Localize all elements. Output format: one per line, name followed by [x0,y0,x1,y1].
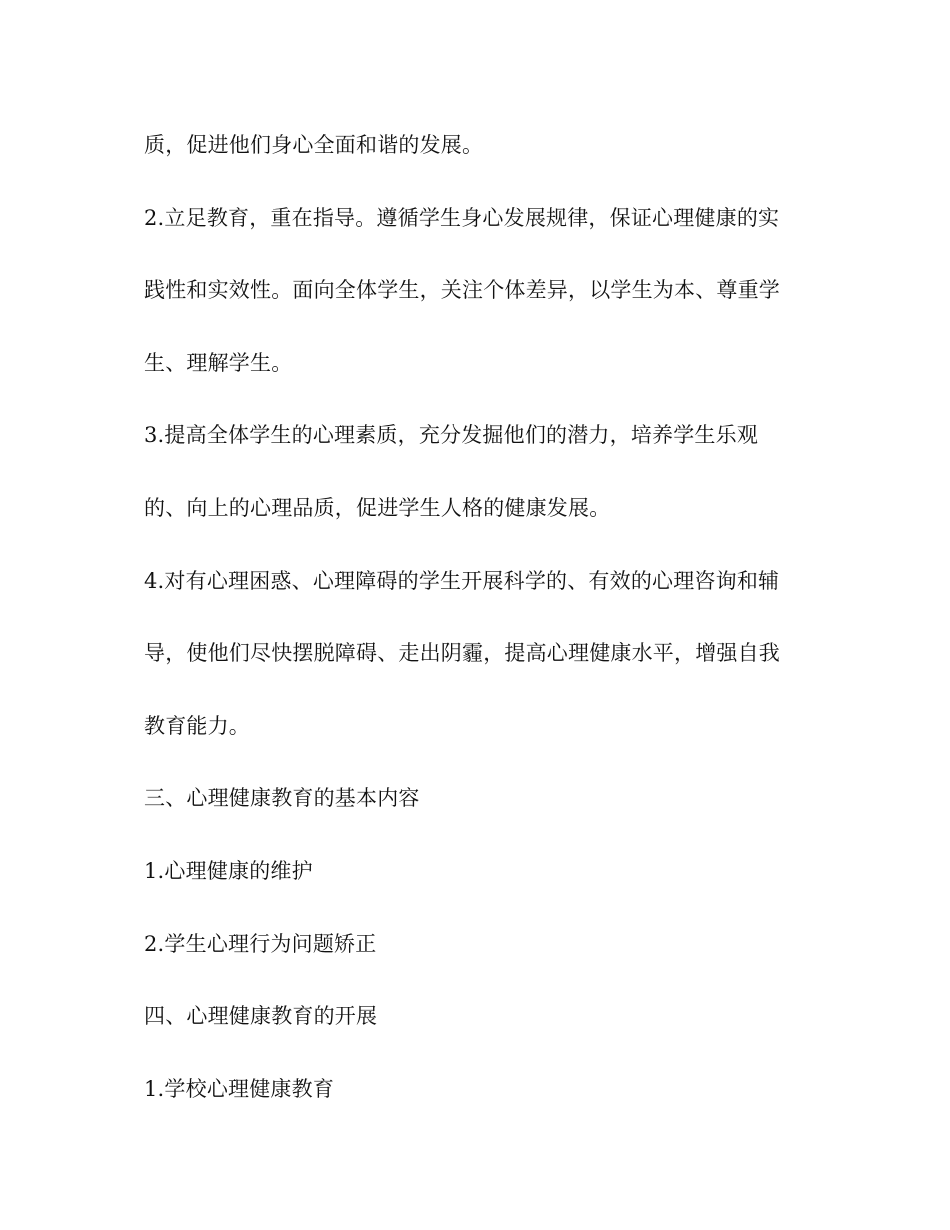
document-body [144,118,814,1134]
text-line-1: 质，促进他们身心全面和谐的发展。 [144,133,484,157]
section-heading-4: 四、心理健康教育的开展 [144,1004,378,1029]
text-line-9: 教育能力。 [144,713,250,738]
list-item-3-1: 1.心理健康的维护 [144,858,313,883]
text-line-5: 3.提高全体学生的心理素质，充分发掘他们的潜力，培养学生乐观 [144,423,759,448]
list-item-3-2: 2.学生心理行为问题矫正 [144,931,377,956]
text-line-4: 生、理解学生。 [144,350,293,375]
section-heading-3: 三、心理健康教育的基本内容 [144,786,420,811]
text-line-2: 2.立足教育，重在指导。遵循学生身心发展规律，保证心理健康的实 [144,205,780,230]
text-line-7: 4.对有心理困惑、心理障碍的学生开展科学的、有效的心理咨询和辅 [144,568,780,593]
text-line-8: 导，使他们尽快摆脱障碍、走出阴霾，提高心理健康水平，增强自我 [144,641,780,666]
list-item-4-1: 1.学校心理健康教育 [144,1076,335,1101]
text-line-3: 践性和实效性。面向全体学生，关注个体差异，以学生为本、尊重学 [144,278,780,303]
text-line-6: 的、向上的心理品质，促进学生人格的健康发展。 [144,495,611,520]
